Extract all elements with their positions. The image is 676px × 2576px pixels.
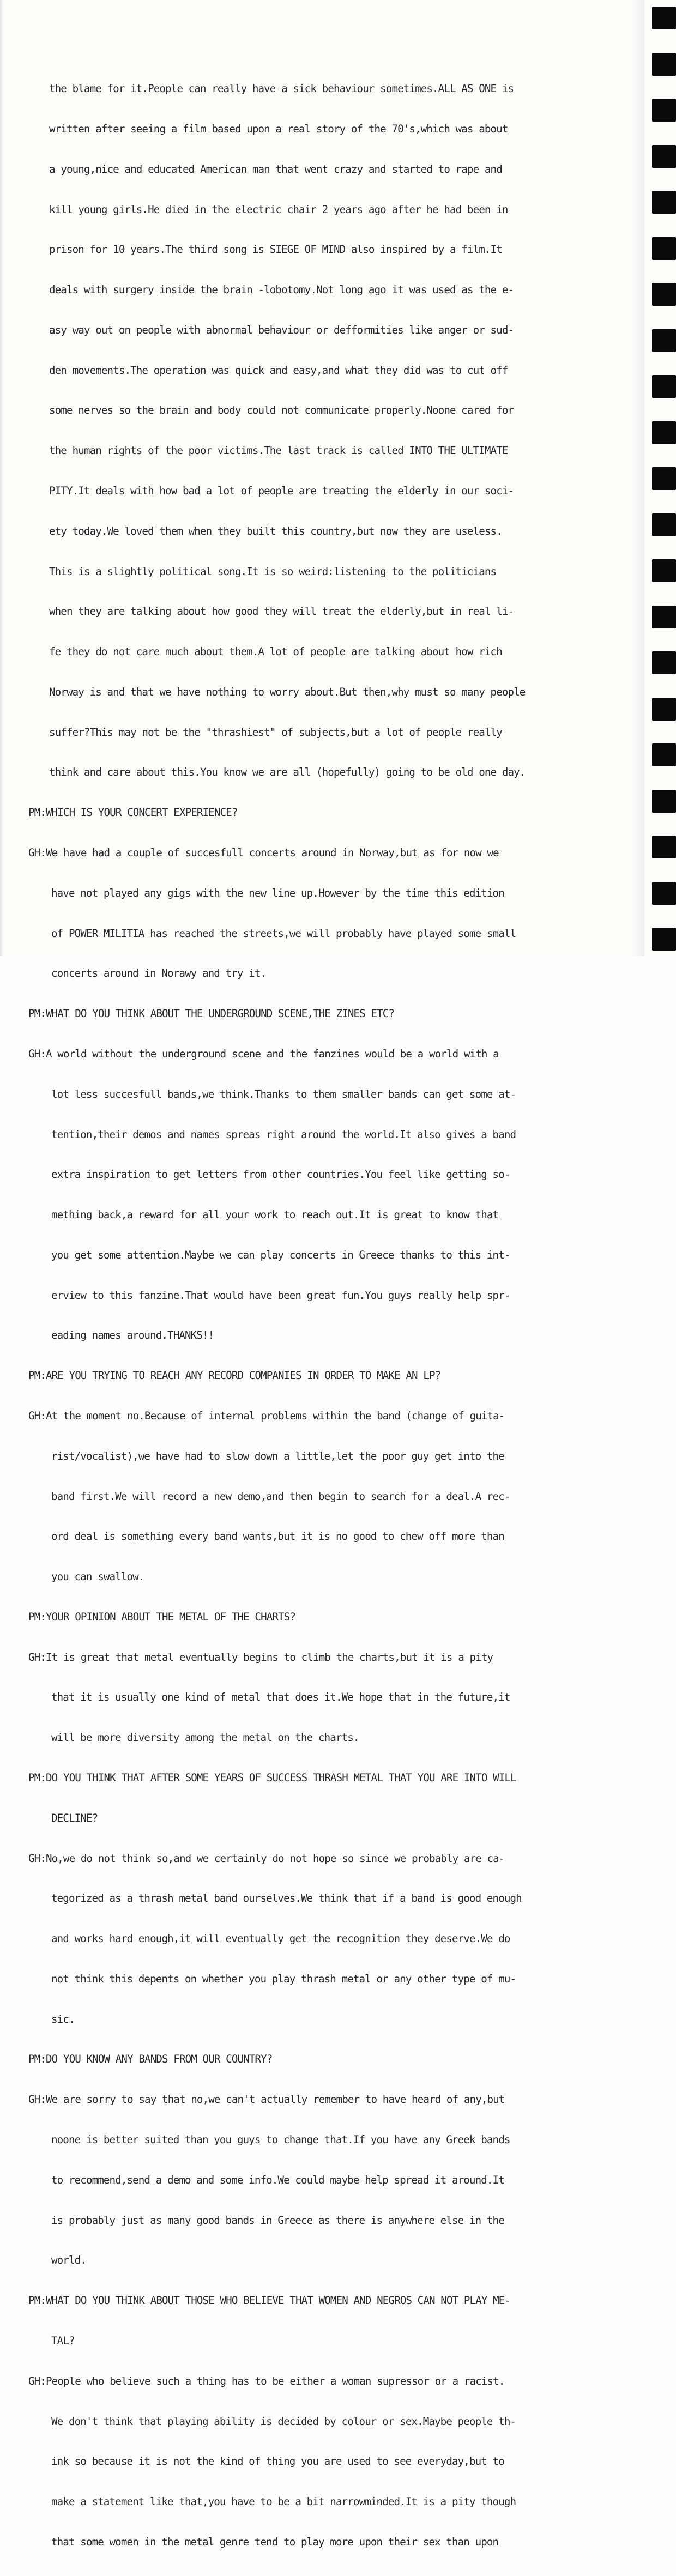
text-line: eading names around.THANKS!! bbox=[51, 1329, 214, 1342]
text-line: Norway is and that we have nothing to worry about.But then,why must so many people bbox=[49, 685, 526, 698]
question-line: PM:ARE YOU TRYING TO REACH ANY RECORD COMPANIES IN ORDER TO MAKE AN LP? bbox=[28, 1369, 441, 1382]
binding-hole bbox=[652, 882, 676, 905]
question-line: PM:DO YOU THINK THAT AFTER SOME YEARS OF SUCCESS THRASH METAL THAT YOU ARE INTO WILL bbox=[28, 1771, 516, 1784]
text-line: tegorized as a thrash metal band ourselves.We think that if a band is good enough bbox=[51, 1892, 522, 1905]
text-line: TAL? bbox=[51, 2334, 75, 2347]
text-line: noone is better suited than you guys to change that.If you have any Greek bands bbox=[51, 2133, 510, 2146]
text-line: This is a slightly political song.It is so weird:listening to the politicians bbox=[49, 565, 497, 578]
text-line: band first.We will record a new demo,and then begin to search for a deal.A rec- bbox=[51, 1490, 510, 1503]
answer-line: GH:At the moment no.Because of internal problems within the band (change of guita- bbox=[28, 1409, 505, 1422]
text-line: world. bbox=[51, 2254, 86, 2267]
text-line: to recommend,send a demo and some info.We could maybe help spread it around.It bbox=[51, 2173, 504, 2186]
binding-hole bbox=[652, 928, 676, 951]
text-line: kill young girls.He died in the electric chair 2 years ago after he had been in bbox=[49, 203, 508, 216]
text-line: a young,nice and educated American man that went crazy and started to rape and bbox=[49, 162, 502, 176]
binding-hole bbox=[652, 99, 676, 122]
binding-hole bbox=[652, 467, 676, 490]
question-line: PM:YOUR OPINION ABOUT THE METAL OF THE CHARTS? bbox=[28, 1610, 295, 1623]
question-line: PM:WHAT DO YOU THINK ABOUT THOSE WHO BELIEVE THAT WOMEN AND NEGROS CAN NOT PLAY ME- bbox=[28, 2294, 511, 2307]
text-line: the blame for it.People can really have a sick behaviour sometimes.ALL AS ONE is bbox=[49, 82, 514, 95]
binding-hole bbox=[652, 836, 676, 858]
text-line: PITY.It deals with how bad a lot of people are treating the elderly in our soci- bbox=[49, 485, 514, 497]
text-line: that it is usually one kind of metal that does it.We hope that in the future,it bbox=[51, 1691, 510, 1704]
text-line: concerts around in Norawy and try it. bbox=[51, 967, 267, 980]
question-line: PM:DO YOU KNOW ANY BANDS FROM OUR COUNTRY? bbox=[28, 2053, 273, 2066]
binding-hole bbox=[652, 283, 676, 306]
text-line: We don't think that playing ability is decided by colour or sex.Maybe people th- bbox=[51, 2415, 516, 2428]
text-line: prison for 10 years.The third song is SIEGE OF MIND also inspired by a film.It bbox=[49, 243, 502, 256]
text-line: rist/vocalist),we have had to slow down a little,let the poor guy get into the bbox=[51, 1449, 504, 1462]
text-line: asy way out on people with abnormal behaviour or defformities like anger or sud- bbox=[49, 323, 514, 336]
binding-hole bbox=[652, 790, 676, 813]
page-left-edge bbox=[0, 0, 3, 956]
page-right-shadow bbox=[632, 0, 644, 956]
text-line: and works hard enough,it will eventually get the recognition they deserve.We do bbox=[51, 1932, 510, 1945]
text-line: the human rights of the poor victims.The last track is called INTO THE ULTIMATE bbox=[49, 444, 508, 457]
text-line: erview to this fanzine.That would have been great fun.You guys really help spr- bbox=[51, 1289, 510, 1302]
text-line: mething back,a reward for all your work to reach out.It is great to know that bbox=[51, 1208, 499, 1222]
text-line: deals with surgery inside the brain -lobotomy.Not long ago it was used as the e- bbox=[49, 283, 514, 297]
binding-hole bbox=[652, 7, 676, 29]
binding-hole bbox=[652, 698, 676, 721]
text-line: suffer?This may not be the "thrashiest" of subjects,but a lot of people really bbox=[49, 725, 502, 739]
text-line: you can swallow. bbox=[51, 1570, 144, 1583]
question-line: PM:WHICH IS YOUR CONCERT EXPERIENCE? bbox=[28, 806, 238, 819]
answer-line: GH:People who believe such a thing has to be either a woman supressor or a racist. bbox=[28, 2374, 505, 2387]
spiral-binding bbox=[652, 0, 676, 956]
text-line: some nerves so the brain and body could not communicate properly.Noone cared for bbox=[49, 404, 514, 417]
text-line: when they are talking about how good they will treat the elderly,but in real li- bbox=[49, 605, 514, 618]
answer-line: GH:No,we do not think so,and we certainly do not hope so since we probably are ca- bbox=[28, 1852, 505, 1865]
interview-text bbox=[28, 56, 628, 2576]
question-line: PM:WHAT DO YOU THINK ABOUT THE UNDERGROUND SCENE,THE ZINES ETC? bbox=[28, 1007, 395, 1020]
text-line: ink so because it is not the kind of thing you are used to see everyday,but to bbox=[51, 2455, 504, 2468]
binding-hole bbox=[652, 145, 676, 168]
binding-hole bbox=[652, 237, 676, 260]
text-line: sic. bbox=[51, 2012, 75, 2025]
text-line: of POWER MILITIA has reached the streets,we will probably have played some small bbox=[51, 927, 516, 940]
text-line: written after seeing a film based upon a real story of the 70's,which was about bbox=[49, 122, 508, 135]
binding-hole bbox=[652, 651, 676, 674]
answer-line: GH:It is great that metal eventually begins to climb the charts,but it is a pity bbox=[28, 1650, 493, 1664]
text-line: ety today.We loved them when they built this country,but now they are useless. bbox=[49, 524, 502, 537]
text-line: will be more diversity among the metal on the charts. bbox=[51, 1731, 359, 1744]
binding-hole bbox=[652, 421, 676, 444]
text-line: you get some attention.Maybe we can play concerts in Greece thanks to this int- bbox=[51, 1248, 510, 1261]
text-line: tention,their demos and names spreas right around the world.It also gives a band bbox=[51, 1128, 516, 1141]
binding-hole bbox=[652, 191, 676, 214]
text-line: think and care about this.You know we are all (hopefully) going to be old one day. bbox=[49, 766, 526, 779]
text-line: have not played any gigs with the new line up.However by the time this edition bbox=[51, 886, 504, 899]
text-line: that some women in the metal genre tend to play more upon their sex than upon bbox=[51, 2535, 499, 2548]
text-line: ord deal is something every band wants,but it is no good to chew off more than bbox=[51, 1530, 504, 1543]
text-line: not think this depents on whether you play thrash metal or any other type of mu- bbox=[51, 1972, 516, 1985]
text-line: den movements.The operation was quick and easy,and what they did was to cut off bbox=[49, 364, 508, 377]
text-line: DECLINE? bbox=[51, 1811, 98, 1824]
binding-hole bbox=[652, 559, 676, 582]
text-line: fe they do not care much about them.A lot of people are talking about how rich bbox=[49, 645, 502, 658]
answer-line: GH:A world without the underground scene and the fanzines would be a world with a bbox=[28, 1047, 499, 1060]
binding-hole bbox=[652, 513, 676, 536]
answer-line: GH:We have had a couple of succesfull concerts around in Norway,but as for now we bbox=[28, 846, 499, 860]
binding-hole bbox=[652, 329, 676, 352]
text-line: lot less succesfull bands,we think.Thanks to them smaller bands can get some at- bbox=[51, 1087, 516, 1100]
binding-hole bbox=[652, 606, 676, 628]
text-line: is probably just as many good bands in Greece as there is anywhere else in the bbox=[51, 2214, 504, 2227]
answer-line: GH:We are sorry to say that no,we can't actually remember to have heard of any,but bbox=[28, 2093, 505, 2106]
binding-hole bbox=[652, 375, 676, 398]
text-line: make a statement like that,you have to be a bit narrowminded.It is a pity though bbox=[51, 2495, 516, 2508]
binding-hole bbox=[652, 53, 676, 76]
text-line: extra inspiration to get letters from other countries.You feel like getting so- bbox=[51, 1168, 510, 1181]
binding-hole bbox=[652, 743, 676, 766]
